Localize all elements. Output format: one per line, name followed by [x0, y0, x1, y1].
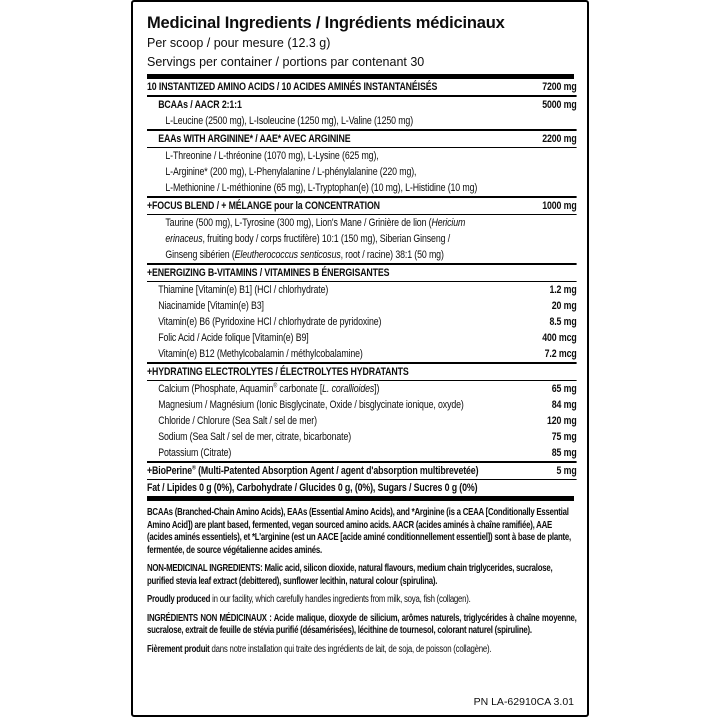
- ingredient-name: Folic Acid / Acide folique [Vitamin(e) B9]: [158, 332, 309, 344]
- table-row: [147, 129, 577, 147]
- table-row: [147, 445, 577, 461]
- footnote: INGRÉDIENTS NON MÉDICINAUX : Acide malique, dioxyde de silicium, arômes naturels, triglycérides à chaîne moyenne, sucralose, extrait de feuille de stévia purifié (désamérisées), lécithine de tournesol, colorant naturel (spiruline).: [147, 612, 577, 636]
- ingredient-amount: 1000 mg: [542, 200, 577, 212]
- ingredients-table: [147, 79, 577, 496]
- ingredient-name: Niacinamide [Vitamin(e) B3]: [158, 300, 264, 312]
- thick-divider-bottom: [147, 496, 574, 501]
- footnote-lead: Fièrement produit: [147, 643, 210, 655]
- table-row: [147, 380, 577, 397]
- supplement-facts-panel: [131, 0, 589, 717]
- ingredient-amount: 2200 mg: [542, 133, 577, 145]
- ingredient-name: EAAs WITH ARGININE* / AAE* AVEC ARGININE: [158, 133, 351, 145]
- ingredient-name: L-Methionine / L-méthionine (65 mg), L-Tryptophan(e) (10 mg), L-Histidine (10 mg): [165, 182, 478, 194]
- table-row: [147, 147, 577, 164]
- per-scoop-line: Per scoop / pour mesure (12.3 g): [147, 36, 331, 50]
- table-row: [147, 164, 577, 180]
- ingredient-name: 10 INSTANTIZED AMINO ACIDS / 10 ACIDES AMINÉS INSTANTANÉISÉS: [147, 81, 438, 93]
- table-row: [147, 113, 577, 129]
- ingredient-amount: 1.2 mg: [549, 284, 577, 296]
- ingredient-amount: 5000 mg: [542, 99, 577, 111]
- table-row: [147, 461, 577, 479]
- ingredient-amount: 75 mg: [551, 431, 577, 443]
- ingredient-amount: 120 mg: [546, 415, 577, 427]
- table-row: [147, 79, 577, 95]
- ingredient-name: Ginseng sibérien (Eleutherococcus senticosus, root / racine) 38:1 (50 mg): [165, 249, 444, 261]
- ingredient-name: +HYDRATING ELECTROLYTES / ÉLECTROLYTES HYDRATANTS: [147, 366, 409, 378]
- ingredient-name: BCAAs / AACR 2:1:1: [158, 99, 242, 111]
- ingredient-name: Vitamin(e) B6 (Pyridoxine HCl / chlorhydrate de pyridoxine): [158, 316, 382, 328]
- table-row: [147, 413, 577, 429]
- footnote-lead: INGRÉDIENTS NON MÉDICINAUX :: [147, 612, 272, 624]
- ingredient-name: Chloride / Chlorure (Sea Salt / sel de mer): [158, 415, 317, 427]
- ingredient-amount: 7.2 mcg: [544, 348, 577, 360]
- table-row: [147, 429, 577, 445]
- footnote-lead: Proudly produced: [147, 594, 211, 605]
- table-row: [147, 298, 577, 314]
- ingredient-amount: 7200 mg: [542, 81, 577, 93]
- servings-line: Servings per container / portions par contenant 30: [147, 54, 425, 69]
- footnotes: [147, 507, 577, 656]
- ingredient-name: L-Arginine* (200 mg), L-Phenylalanine / L-phénylalanine (220 mg),: [165, 166, 417, 178]
- ingredient-name: L-Leucine (2500 mg), L-Isoleucine (1250 mg), L-Valine (1250 mg): [165, 115, 414, 127]
- ingredient-name: Magnesium / Magnésium (Ionic Bisglycinate, Oxide / bisglycinate ionique, oxyde): [158, 399, 464, 411]
- ingredient-name: Vitamin(e) B12 (Methylcobalamin / méthylcobalamine): [158, 348, 363, 360]
- table-row: [147, 330, 577, 346]
- table-row: [147, 362, 577, 380]
- product-code: PN LA-62910CA 3.01: [473, 696, 574, 708]
- table-row: [147, 346, 577, 362]
- footnote: Fièrement produit dans notre installation qui traite des ingrédients de lait, de soja, de poisson (collagène).: [147, 643, 492, 655]
- table-row: [147, 263, 577, 281]
- ingredient-name: +BioPerine® (Multi-Patented Absorption Agent / agent d'absorption multibrevetée): [147, 464, 479, 477]
- ingredient-name: Calcium (Phosphate, Aquamin® carbonate [L. corallioides]): [158, 382, 380, 395]
- table-row: [147, 314, 577, 330]
- ingredient-amount: 65 mg: [551, 383, 577, 395]
- footnote: Proudly produced in our facility, which carefully handles ingredients from milk, soya, fish (collagen).: [147, 594, 471, 605]
- ingredient-name: L-Threonine / L-thréonine (1070 mg), L-Lysine (625 mg),: [165, 150, 379, 162]
- ingredient-name: Fat / Lipides 0 g (0%), Carbohydrate / Glucides 0 g, (0%), Sugars / Sucres 0 g (0%): [147, 482, 478, 494]
- ingredient-name: Sodium (Sea Salt / sel de mer, citrate, bicarbonate): [158, 431, 352, 443]
- ingredient-name: Potassium (Citrate): [158, 447, 232, 459]
- table-row: [147, 214, 577, 231]
- footnote: NON-MEDICINAL INGREDIENTS: Malic acid, silicon dioxide, natural flavours, medium chain triglycerides, sucralose, purified stevia leaf extract (debittered), sunflower lecithin, natural colour (spirulina).: [147, 563, 553, 587]
- panel-title: Medicinal Ingredients / Ingrédients médicinaux: [147, 14, 505, 32]
- table-row: [147, 479, 577, 496]
- ingredient-amount: 8.5 mg: [549, 316, 577, 328]
- table-row: [147, 397, 577, 413]
- footnote: BCAAs (Branched-Chain Amino Acids), EAAs (Essential Amino Acids), and *Arginine (is a CEAA [Conditionally Essential Amino Acid]) are plant based, fermented, vegan sourced amino acids. AACR (acides aminés à chaîne ramifiée), AAE (acides aminés essentiels), et *L'arginine (est un AACE [acide aminé conditionnellement essentiel]) sont à base de plante, fermentée, de source végétalienne acides aminés.: [147, 507, 571, 556]
- ingredient-amount: 5 mg: [556, 465, 577, 477]
- ingredient-name: Thiamine [Vitamin(e) B1] (HCl / chlorhydrate): [158, 284, 329, 296]
- footnote-lead: NON-MEDICINAL INGREDIENTS:: [147, 563, 263, 574]
- ingredient-amount: 84 mg: [551, 399, 577, 411]
- ingredient-amount: 20 mg: [551, 300, 577, 312]
- table-row: [147, 281, 577, 298]
- table-row: [147, 95, 577, 113]
- ingredient-name: +ENERGIZING B-VITAMINS / VITAMINES B ÉNERGISANTES: [147, 267, 390, 279]
- table-row: [147, 247, 577, 263]
- table-row: [147, 231, 577, 247]
- table-row: [147, 196, 577, 214]
- table-row: [147, 180, 577, 196]
- ingredient-name: Taurine (500 mg), L-Tyrosine (300 mg), Lion's Mane / Grinière de lion (Hericium: [165, 217, 466, 229]
- ingredient-amount: 85 mg: [551, 447, 577, 459]
- ingredient-name: +FOCUS BLEND / + MÉLANGE pour la CONCENTRATION: [147, 200, 380, 212]
- ingredient-amount: 400 mcg: [542, 332, 577, 344]
- ingredient-name: erinaceus, fruiting body / corps fructifère) 10:1 (150 mg), Siberian Ginseng /: [165, 233, 451, 245]
